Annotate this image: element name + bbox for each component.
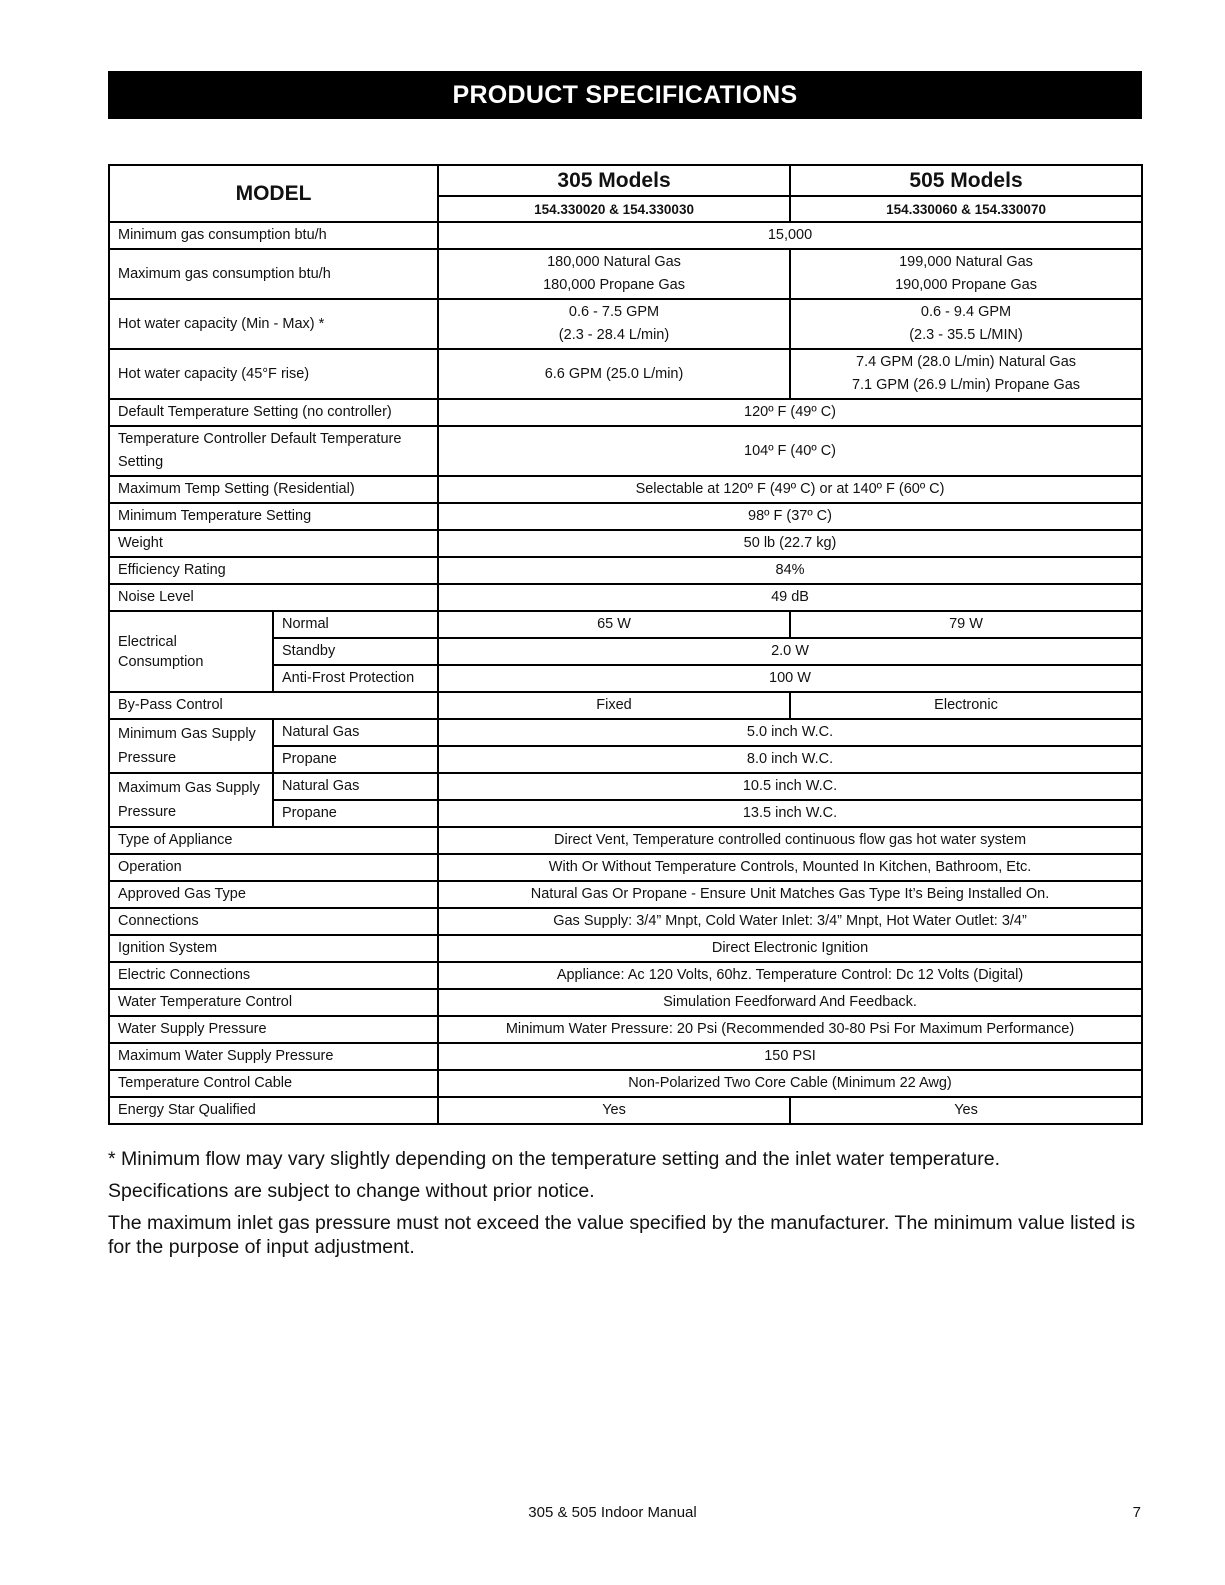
row-label: Maximum gas consumption btu/h [109, 249, 438, 299]
footnote-flow: * Minimum flow may vary slightly depending on the temperature setting and the inlet water temperature. [108, 1148, 1001, 1170]
footnotes [108, 1147, 1142, 1267]
row-value: 2.0 W [438, 638, 1142, 665]
row-label: Electric Connections [109, 962, 438, 989]
row-label: Maximum Water Supply Pressure [109, 1043, 438, 1070]
row-value: Direct Vent, Temperature controlled continuous flow gas hot water system [438, 827, 1142, 854]
page-number: 7 [1132, 1504, 1141, 1521]
row-label: Maximum Gas Supply Pressure [109, 773, 273, 827]
row-label: Hot water capacity (45°F rise) [109, 349, 438, 399]
col-305-header: 305 Models [438, 165, 790, 196]
table-row [109, 426, 1142, 476]
value-line: 7.4 GPM (28.0 L/min) Natural Gas [856, 354, 1077, 370]
row-value: Appliance: Ac 120 Volts, 60hz. Temperature Control: Dc 12 Volts (Digital) [438, 962, 1142, 989]
table-row [109, 530, 1142, 557]
row-label: Default Temperature Setting (no controller) [109, 399, 438, 426]
row-label: Hot water capacity (Min - Max) * [109, 299, 438, 349]
table-row [109, 1097, 1142, 1124]
value-505: 79 W [790, 611, 1142, 638]
sub-label: Natural Gas [273, 773, 438, 800]
table-row [109, 1043, 1142, 1070]
row-value: Direct Electronic Ignition [438, 935, 1142, 962]
footnote-pressure: The maximum inlet gas pressure must not exceed the value specified by the manufacturer. The minimum value listed is for the purpose of input adjustment. [108, 1212, 1136, 1258]
value-305 [438, 249, 790, 299]
row-value: Simulation Feedforward And Feedback. [438, 989, 1142, 1016]
col-305-parts: 154.330020 & 154.330030 [438, 196, 790, 222]
value-305: Yes [438, 1097, 790, 1124]
value-305: 65 W [438, 611, 790, 638]
row-label: Temperature Controller Default Temperature Setting [109, 426, 438, 476]
row-label: Water Supply Pressure [109, 1016, 438, 1043]
value-505: Yes [790, 1097, 1142, 1124]
value-505 [790, 349, 1142, 399]
row-value: 5.0 inch W.C. [438, 719, 1142, 746]
table-row [109, 349, 1142, 399]
value-505 [790, 249, 1142, 299]
table-row [109, 827, 1142, 854]
row-value: With Or Without Temperature Controls, Mounted In Kitchen, Bathroom, Etc. [438, 854, 1142, 881]
row-value: Selectable at 120º F (49º C) or at 140º F (60º C) [438, 476, 1142, 503]
value-line: 7.1 GPM (26.9 L/min) Propane Gas [851, 377, 1081, 393]
row-label: Operation [109, 854, 438, 881]
table-row [109, 908, 1142, 935]
table-row [109, 584, 1142, 611]
row-label: Minimum Temperature Setting [109, 503, 438, 530]
row-label: Noise Level [109, 584, 438, 611]
row-value: 10.5 inch W.C. [438, 773, 1142, 800]
value-line: 180,000 Natural Gas [547, 254, 681, 270]
row-value: 150 PSI [438, 1043, 1142, 1070]
value-line: 0.6 - 9.4 GPM [920, 304, 1012, 320]
row-value: 50 lb (22.7 kg) [438, 530, 1142, 557]
row-value: 13.5 inch W.C. [438, 800, 1142, 827]
table-row [109, 299, 1142, 349]
col-505-parts: 154.330060 & 154.330070 [790, 196, 1142, 222]
row-label: Approved Gas Type [109, 881, 438, 908]
table-row [109, 881, 1142, 908]
row-label: Type of Appliance [109, 827, 438, 854]
row-label: Weight [109, 530, 438, 557]
row-label: Water Temperature Control [109, 989, 438, 1016]
row-value: 15,000 [438, 222, 1142, 249]
row-label: Temperature Control Cable [109, 1070, 438, 1097]
value-505: Electronic [790, 692, 1142, 719]
table-row [109, 503, 1142, 530]
table-row [109, 773, 1142, 800]
sub-label: Normal [273, 611, 438, 638]
col-505-header: 505 Models [790, 165, 1142, 196]
table-row [109, 1016, 1142, 1043]
model-header: MODEL [109, 165, 438, 222]
spec-table [108, 164, 1143, 1125]
row-label: Minimum gas consumption btu/h [109, 222, 438, 249]
page-title: PRODUCT SPECIFICATIONS [108, 71, 1142, 119]
row-value: 100 W [438, 665, 1142, 692]
row-label: Ignition System [109, 935, 438, 962]
row-label: Minimum Gas Supply Pressure [109, 719, 273, 773]
table-row [109, 692, 1142, 719]
row-value: 84% [438, 557, 1142, 584]
value-line: (2.3 - 28.4 L/min) [558, 327, 670, 343]
value-line: 180,000 Propane Gas [543, 277, 685, 293]
value-line: 6.6 GPM (25.0 L/min) [544, 365, 684, 382]
footer-manual-title: 305 & 505 Indoor Manual [528, 1504, 697, 1521]
row-value: 8.0 inch W.C. [438, 746, 1142, 773]
footnote-change: Specifications are subject to change without prior notice. [108, 1180, 595, 1202]
row-label: Electrical Consumption [109, 611, 273, 692]
sub-label: Anti-Frost Protection [273, 665, 438, 692]
sub-label: Propane [273, 746, 438, 773]
table-row [109, 611, 1142, 638]
value-line: (2.3 - 35.5 L/MIN) [909, 327, 1023, 343]
sub-label: Propane [273, 800, 438, 827]
row-value: 98º F (37º C) [438, 503, 1142, 530]
row-value: Minimum Water Pressure: 20 Psi (Recommended 30-80 Psi For Maximum Performance) [438, 1016, 1142, 1043]
value-line: 190,000 Propane Gas [895, 277, 1037, 293]
row-label: Energy Star Qualified [109, 1097, 438, 1124]
row-label: By-Pass Control [109, 692, 438, 719]
row-value: Natural Gas Or Propane - Ensure Unit Matches Gas Type It’s Being Installed On. [438, 881, 1142, 908]
row-label: Connections [109, 908, 438, 935]
table-row [109, 399, 1142, 426]
table-row [109, 249, 1142, 299]
row-value: Non-Polarized Two Core Cable (Minimum 22 Awg) [438, 1070, 1142, 1097]
table-row [109, 1070, 1142, 1097]
table-row [109, 557, 1142, 584]
value-line: 199,000 Natural Gas [899, 254, 1033, 270]
value-line: 0.6 - 7.5 GPM [568, 304, 660, 320]
table-row [109, 989, 1142, 1016]
value-505 [790, 299, 1142, 349]
value-305 [438, 299, 790, 349]
table-row [109, 962, 1142, 989]
table-row [109, 476, 1142, 503]
value-305 [438, 349, 790, 399]
row-value: Gas Supply: 3/4” Mnpt, Cold Water Inlet: 3/4” Mnpt, Hot Water Outlet: 3/4” [438, 908, 1142, 935]
sub-label: Standby [273, 638, 438, 665]
row-label: Efficiency Rating [109, 557, 438, 584]
sub-label: Natural Gas [273, 719, 438, 746]
value-305: Fixed [438, 692, 790, 719]
row-value: 120º F (49º C) [438, 399, 1142, 426]
row-label: Maximum Temp Setting (Residential) [109, 476, 438, 503]
table-row [109, 719, 1142, 746]
table-row [109, 935, 1142, 962]
table-row [109, 854, 1142, 881]
table-row [109, 222, 1142, 249]
row-value: 49 dB [438, 584, 1142, 611]
row-value: 104º F (40º C) [438, 426, 1142, 476]
